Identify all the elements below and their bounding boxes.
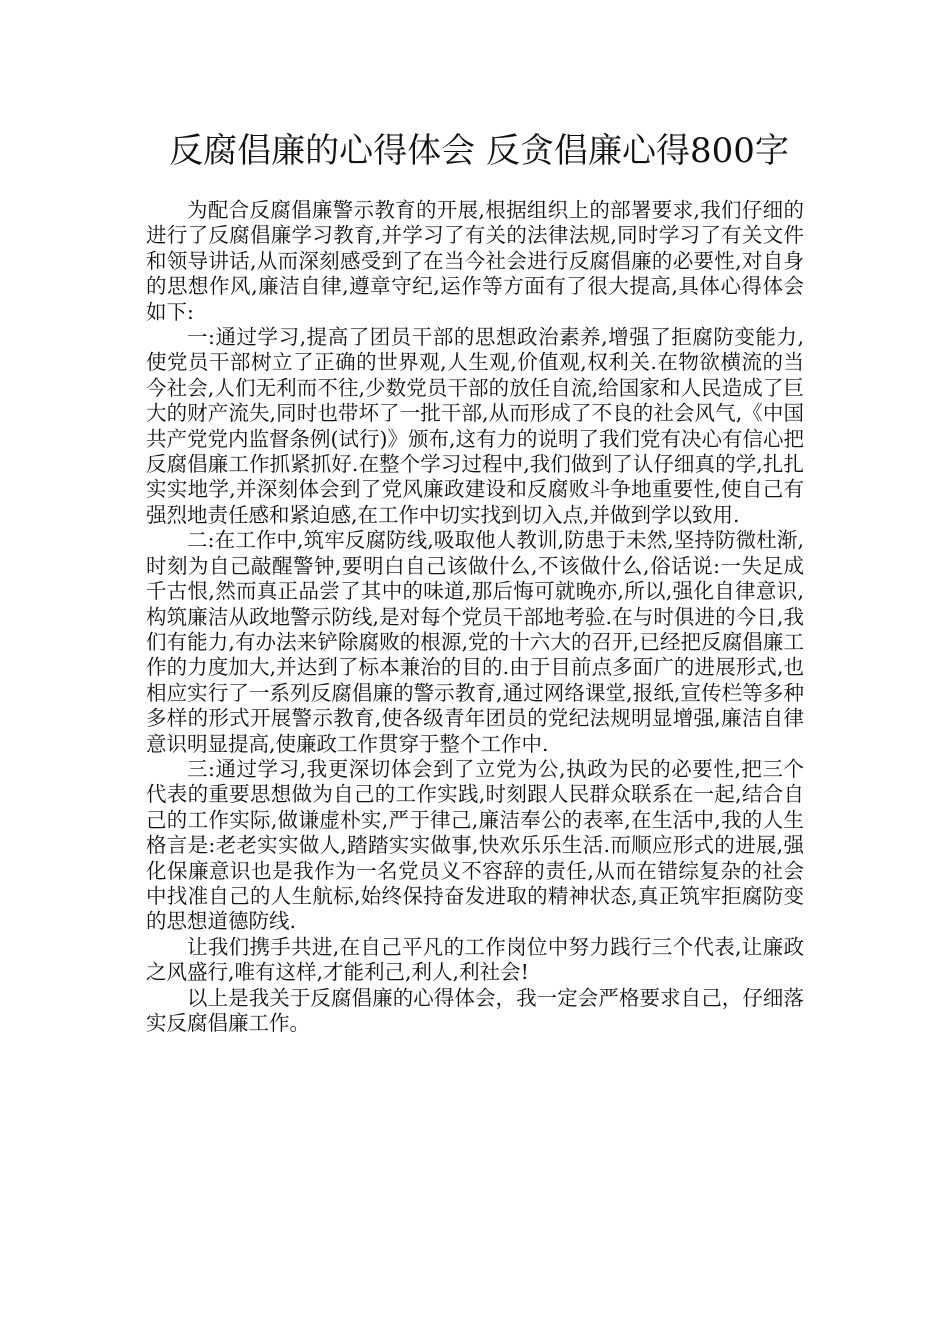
paragraph-point-one: 一:通过学习,提高了团员干部的思想政治素养,增强了拒腐防变能力,使党员干部树立了正确的世界观,人生观,价值观,权利关.在物欲横流的当今社会,人们无利而不往,少数党员干部的放任自流,给国家和人民造成了巨大的财产流失,同时也带坏了一批干部,从而形成了不良的社会风气,《中国共产党党内监督条例(试行)》颁布,这有力的说明了我们党有决心有信心把反腐倡廉工作抓紧抓好.在整个学习过程中,我们做到了认仔细真的学,扎扎实实地学,并深刻体会到了党风廉政建设和反腐败斗争地重要性,使自己有强烈地责任感和紧迫感,在工作中切实找到切入点,并做到学以致用. — [146, 325, 805, 527]
paragraph-call-to-action: 让我们携手共进,在自己平凡的工作岗位中努力践行三个代表,让廉政之风盛行,唯有这样,才能利己,利人,利社会! — [146, 934, 804, 985]
paragraph-point-three: 三:通过学习,我更深切体会到了立党为公,执政为民的必要性,把三个代表的重要思想做为自己的工作实践,时刻跟人民群众联系在一起,结合自己的工作实际,做谦虚朴实,严于律己,廉洁奉公的表率,在生活中,我的人生格言是:老老实实做人,踏踏实实做事,快欢乐乐生活.而顺应形式的进展,强化保廉意识也是我作为一名党员义不容辞的责任,从而在错综复杂的社会中找准自己的人生航标,始终保持奋发进取的精神状态,真正筑牢拒腐防变的思想道德防线. — [146, 756, 804, 934]
paragraph-intro: 为配合反腐倡廉警示教育的开展,根据组织上的部署要求,我们仔细的进行了反腐倡廉学习教育,并学习了有关的法律法规,同时学习了有关文件和领导讲话,从而深刻感受到了在当今社会进行反腐倡廉的必要性,对自身的思想作风,廉洁自律,遵章守纪,运作等方面有了很大提高,具体心得体会如下: — [146, 198, 804, 324]
paragraph-point-two: 二:在工作中,筑牢反腐防线,吸取他人教训,防患于未然,坚持防微杜渐,时刻为自己敲醒警钟,要明白自己该做什么,不该做什么,俗话说:一失足成千古恨,然而真正品尝了其中的味道,那后悔可就晚亦,所以,强化自律意识,构筑廉洁从政地警示防线,是对每个党员干部地考验.在与时俱进的今日,我们有能力,有办法来铲除腐败的根源,党的十六大的召开,已经把反腐倡廉工作的力度加大,并达到了标本兼治的目的.由于目前点多面广的进展形式,也相应实行了一系列反腐倡廉的警示教育,通过网络课堂,报纸,宣传栏等多种多样的形式开展警示教育,使各级青年团员的党纪法规明显增强,廉洁自律意识明显提高,使廉政工作贯穿于整个工作中. — [146, 528, 804, 756]
document-title: 反腐倡廉的心得体会 反贪倡廉心得800字 — [169, 131, 789, 171]
document-body — [146, 198, 804, 1036]
paragraph-conclusion: 以上是我关于反腐倡廉的心得体会，我一定会严格要求自己，仔细落实反腐倡廉工作。 — [146, 985, 804, 1035]
